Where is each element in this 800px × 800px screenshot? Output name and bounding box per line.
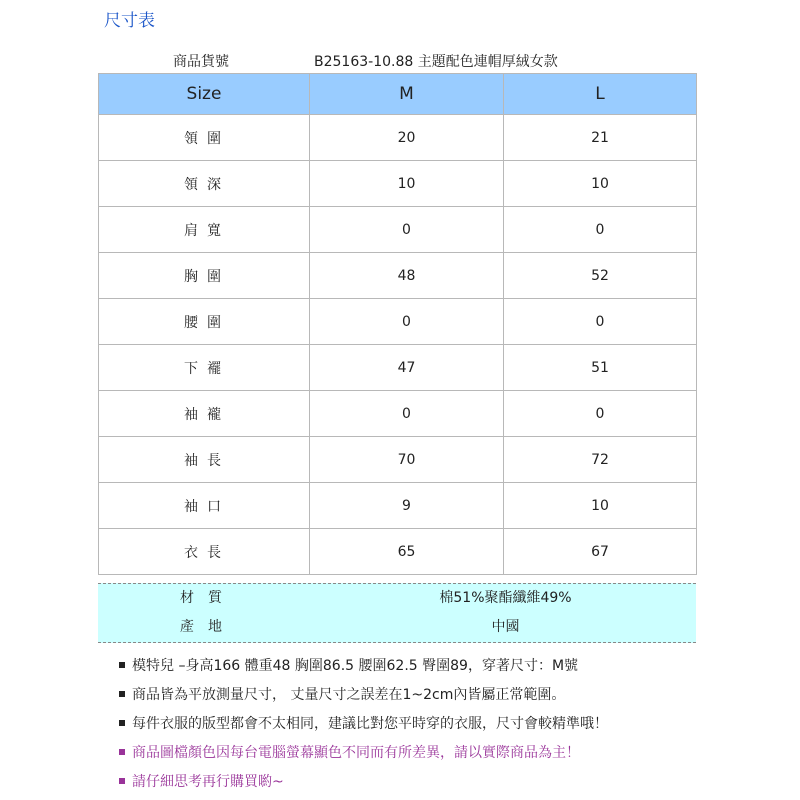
size-l-value: 67 [504,529,697,575]
size-m-value: 20 [310,115,504,161]
table-row [99,391,697,437]
origin-label: 產地 [180,619,236,635]
size-l-value: 10 [504,483,697,529]
table-row [99,207,697,253]
size-l-value: 72 [504,437,697,483]
material-section [98,583,696,643]
size-m-value: 10 [310,161,504,207]
square-bullet-icon [119,720,125,726]
measurement-name: 衣長 [99,529,310,575]
size-table-header [99,74,697,115]
material-label: 材質 [180,590,236,606]
measurement-name: 袖口 [99,483,310,529]
measurement-name: 領圍 [99,115,310,161]
size-l-value: 51 [504,345,697,391]
note-text: 商品皆為平放測量尺寸， 丈量尺寸之誤差在1~2cm內皆屬正常範圍。 [132,687,566,703]
measurement-name: 腰圍 [99,299,310,345]
size-m-value: 0 [310,299,504,345]
square-bullet-icon [119,691,125,697]
table-row [99,161,697,207]
size-m-value: 9 [310,483,504,529]
size-l-value: 21 [504,115,697,161]
note-item [119,713,608,733]
size-m-value: 65 [310,529,504,575]
measurement-name: 領深 [99,161,310,207]
note-text: 請仔細思考再行購買喲~ [132,774,284,790]
size-m-value: 48 [310,253,504,299]
size-l-value: 0 [504,207,697,253]
table-row [99,529,697,575]
table-row [99,299,697,345]
size-m-value: 0 [310,391,504,437]
size-l-value: 0 [504,391,697,437]
product-number-label: 商品貨號 [173,54,229,70]
table-row [99,345,697,391]
size-m-value: 47 [310,345,504,391]
table-row [99,437,697,483]
measurement-name: 袖長 [99,437,310,483]
product-number-value: B25163-10.88 主題配色連帽厚絨女款 [314,54,558,70]
table-row [99,115,697,161]
table-row [99,483,697,529]
note-text: 模特兒 –身高166 體重48 胸圍86.5 腰圍62.5 臀圍89，穿著尺寸：M號 [132,658,579,674]
size-l-value: 10 [504,161,697,207]
measurement-name: 袖襱 [99,391,310,437]
note-text: 每件衣服的版型都會不太相同，建議比對您平時穿的衣服，尺寸會較精準哦！ [132,716,608,732]
square-bullet-icon [119,662,125,668]
square-bullet-icon [119,778,125,784]
size-m-value: 0 [310,207,504,253]
note-item [119,684,565,704]
material-value: 棉51%聚酯纖維49% [439,590,572,606]
note-item [119,742,580,762]
measurement-name: 肩寬 [99,207,310,253]
header-size: Size [99,74,310,115]
measurement-name: 胸圍 [99,253,310,299]
header-l: L [504,74,697,115]
size-table [98,73,697,575]
square-bullet-icon [119,749,125,755]
note-item [119,655,578,675]
note-item [119,771,284,791]
size-l-value: 52 [504,253,697,299]
page-title: 尺寸表 [104,11,155,31]
table-row [99,253,697,299]
origin-value: 中國 [491,619,520,635]
origin-row [98,616,696,640]
size-m-value: 70 [310,437,504,483]
header-m: M [310,74,504,115]
measurement-name: 下襬 [99,345,310,391]
note-text: 商品圖檔顏色因每台電腦螢幕顯色不同而有所差異，請以實際商品為主！ [132,745,580,761]
material-row [98,587,696,611]
product-info [98,48,696,72]
size-l-value: 0 [504,299,697,345]
